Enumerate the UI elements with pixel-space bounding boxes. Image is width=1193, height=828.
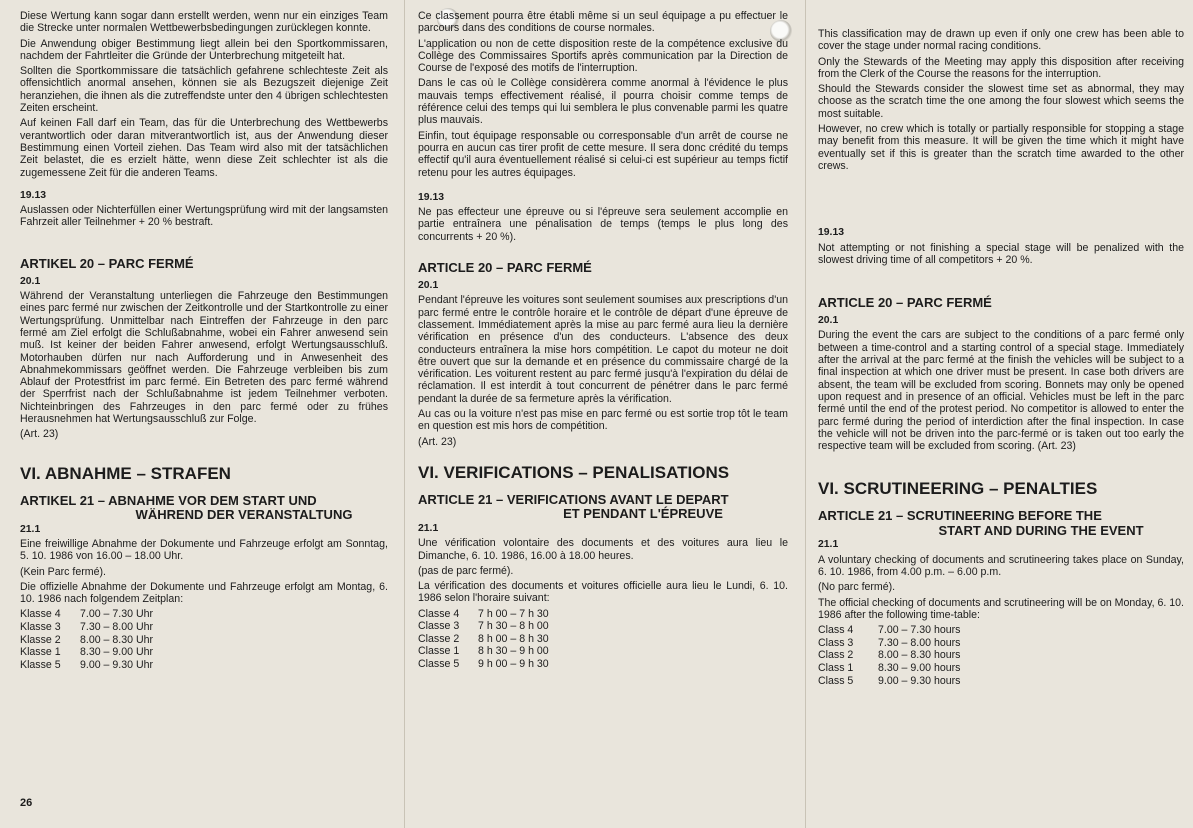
english-column <box>818 10 1184 828</box>
clause-number: 19.13 <box>20 189 47 201</box>
class-label: Class 2 <box>818 649 854 662</box>
time-slot: 8.00 – 8.30 Uhr <box>80 633 154 646</box>
french-column <box>418 10 788 828</box>
class-label: Klasse 1 <box>20 646 61 659</box>
class-label: Class 5 <box>818 674 854 687</box>
paragraph: Ce classement pourra être établi même si un seul équipage a pu effectuer le parcours dans des conditions de course normales. <box>418 10 788 35</box>
class-label: Classe 5 <box>418 658 460 671</box>
schedule-row <box>418 645 788 658</box>
schedule-row <box>818 675 1184 688</box>
paragraph: Une vérification volontaire des documents et des voitures aura lieu le Dimanche, 6. 10. 1986, 16.00 à 18.00 heures. <box>418 537 788 562</box>
paragraph: However, no crew which is totally or partially responsible for stopping a stage may benefit from this measure. It will be given the time which it might have eventually set if this is greater than the scratch time awarded to the other crews. <box>818 123 1184 172</box>
class-label: Class 1 <box>818 661 854 674</box>
article-heading-line: ET PENDANT L'ÉPREUVE <box>563 506 723 522</box>
schedule-row <box>418 633 788 646</box>
article-heading <box>20 494 388 523</box>
class-label: Klasse 4 <box>20 608 61 621</box>
german-column <box>20 10 388 828</box>
clause-number: 21.1 <box>418 522 439 534</box>
time-slot: 9.00 – 9.30 Uhr <box>80 658 154 671</box>
paragraph: A voluntary checking of documents and scrutineering takes place on Sunday, 6. 10. 1986, from 4.00 p.m. – 6.00 p.m. <box>818 553 1184 579</box>
time-slot: 8.30 – 9.00 hours <box>878 661 961 674</box>
time-slot: 7.00 – 7.30 Uhr <box>80 608 154 621</box>
article-heading: ARTIKEL 20 – PARC FERMÉ <box>20 255 194 271</box>
section-heading: VI. VERIFICATIONS – PENALISATIONS <box>418 462 730 482</box>
column-divider <box>805 0 806 828</box>
article-heading <box>418 493 788 522</box>
page-number: 26 <box>20 797 33 809</box>
paragraph: La vérification des documents et voitures officielle aura lieu le Lundi, 6. 10. 1986 selon l'horaire suivant: <box>418 580 788 605</box>
article-heading <box>818 509 1184 538</box>
schedule-row <box>818 662 1184 675</box>
paragraph: Auf keinen Fall darf ein Team, das für die Unterbrechung des Wettbewerbs verantwortlich oder daran mitverantwortlich ist, aus der Anwendung dieser Bestimmung einen Vorteil ziehen. Das Team wird also mit der tatsächlichen Zeit belastet, die es erzielt hätte, wenn diese Zeit schlechter ist als die zugemessene Zeit für die anderen Teams. <box>20 117 388 179</box>
class-label: Klasse 2 <box>20 633 61 646</box>
class-label: Klasse 3 <box>20 620 61 633</box>
schedule-row <box>20 608 388 621</box>
class-label: Class 4 <box>818 624 854 637</box>
article-heading-line: WÄHREND DER VERANSTALTUNG <box>135 507 353 523</box>
schedule-row <box>20 621 388 634</box>
paragraph: Während der Veranstaltung unterliegen die Fahrzeuge den Bestimmungen eines parc fermé nur zwischen der Zeitkontrolle und der Startkontrolle zu einer Wertungsprüfung. Unmittelbar nach Eintreffen der Fahrzeuge in den parc fermé am Ziel erfolgt die Schlußabnahme, wobei ein Fahrer anwesend sein muß. Ist keiner der beiden Fahrer anwesend, erfolgt Wertungsausschluß. Motorhauben dürfen nur nach Aufforderung und in Anwesenheit des Abnahmekommissars geöffnet werden. Die Fahrzeuge verbleiben bis zum Ablauf der Protestfrist im parc fermé. Ein Betreten des parc fermé während der Sperrfrist nach der Schlußabnahme ist jedem Teilnehmer verboten. Nichteinbringen des Fahrzeuges in den parc fermé oder zu frühes Herausnehmen hat Wertungsausschluß zur Folge. <box>20 290 388 426</box>
clause-number: 20.1 <box>20 275 41 287</box>
time-slot: 7.30 – 8.00 Uhr <box>80 620 154 633</box>
paragraph: Dans le cas où le Collège considèrera comme anormal à l'évidence le plus mauvais temps effectivement réalisé, il pourra choisir comme temps de référence celui des temps qui lui semblera le plus convenable parmi les quatre plus mauvais. <box>418 77 788 127</box>
clause-number: 20.1 <box>818 315 839 327</box>
schedule-list <box>20 608 388 671</box>
paragraph: Auslassen oder Nichterfüllen einer Wertungsprüfung wird mit der langsamsten Fahrzeit aller Teilnehmer + 20 % bestraft. <box>20 204 388 229</box>
schedule-list <box>818 624 1184 687</box>
paragraph: The official checking of documents and scrutineering will be on Monday, 6. 10. 1986 after the following time-table: <box>818 596 1184 621</box>
paragraph: Eine freiwillige Abnahme der Dokumente und Fahrzeuge erfolgt am Sonntag, 5. 10. 1986 von 16.00 – 18.00 Uhr. <box>20 537 388 563</box>
article-heading: ARTICLE 20 – PARC FERMÉ <box>418 260 592 276</box>
article-heading-line: START AND DURING THE EVENT <box>938 522 1144 538</box>
time-slot: 8 h 00 – 8 h 30 <box>478 632 549 645</box>
clause-number: 21.1 <box>818 539 839 551</box>
paragraph: This classification may de drawn up even if only one crew has been able to cover the stage under normal racing conditions. <box>818 28 1184 53</box>
schedule-row <box>818 637 1184 650</box>
class-label: Classe 3 <box>418 620 460 633</box>
paragraph: Pendant l'épreuve les voitures sont seulement soumises aux prescriptions d'un parc fermé entre le contrôle horaire et le contrôle de départ d'une épreuve de classement. Immédiatement après la mise au parc fermé aura lieu la dernière vérification en présence d'un des conducteurs. L'absence des deux conducteurs entraînera la mise hors compétition. Le capot du moteur ne doit être ouvert que sur la demande et en présence du commissaire chargé de la vérification. Les voiturent restent au parc fermé jusqu'à l'expiration du délai de réclamation. Il est interdit à tout concurrent de pénétrer dans le parc fermé pendant la durée de sa fermeture après la vérification. <box>418 294 788 405</box>
schedule-list <box>418 608 788 671</box>
class-label: Classe 2 <box>418 632 460 645</box>
clause-number: 21.1 <box>20 523 41 535</box>
time-slot: 7 h 30 – 8 h 00 <box>478 620 549 633</box>
schedule-row <box>20 646 388 659</box>
paragraph: Not attempting or not finishing a special stage will be penalized with the slowest driving time of all competitors + 20 %. <box>818 241 1184 266</box>
class-label: Classe 4 <box>418 607 460 620</box>
paragraph: Die Anwendung obiger Bestimmung liegt allein bei den Sportkommissaren, nachdem der Fahrtleiter die Gründe der Unterbrechung mitgeteilt hat. <box>20 37 388 62</box>
paragraph: (No parc fermé). <box>818 581 896 594</box>
schedule-row <box>818 649 1184 662</box>
clause-number: 20.1 <box>418 280 439 292</box>
time-slot: 7.00 – 7.30 hours <box>878 624 961 637</box>
time-slot: 7 h 00 – 7 h 30 <box>478 607 549 620</box>
time-slot: 9.00 – 9.30 hours <box>878 674 961 687</box>
clause-number: 19.13 <box>418 191 445 203</box>
article-heading-line: ARTIKEL 21 – ABNAHME VOR DEM START UND <box>20 492 317 508</box>
class-label: Klasse 5 <box>20 658 61 671</box>
article-heading-line: ARTICLE 21 – VERIFICATIONS AVANT LE DEPART <box>418 491 729 507</box>
time-slot: 9 h 00 – 9 h 30 <box>478 658 549 671</box>
paragraph: Diese Wertung kann sogar dann erstellt werden, wenn nur ein einziges Team die Strecke unter normalen Wettbewerbsbedingungen zurücklegen konnte. <box>20 10 388 35</box>
clause-number: 19.13 <box>818 227 845 239</box>
time-slot: 8.00 – 8.30 hours <box>878 649 961 662</box>
schedule-row <box>418 608 788 621</box>
schedule-row <box>418 658 788 671</box>
column-divider <box>404 0 405 828</box>
time-slot: 7.30 – 8.00 hours <box>878 636 961 649</box>
time-slot: 8 h 30 – 9 h 00 <box>478 645 549 658</box>
paragraph: Sollten die Sportkommissare die tatsächlich gefahrene schlechteste Zeit als offensichtlich anormal ansehen, können sie als Bezugszeit diejenige Zeit heranziehen, die ihnen als die zutreffendste unter den 4 übrigen schlechtesten Zeiten erscheint. <box>20 65 388 115</box>
paragraph: Should the Stewards consider the slowest time set as abnormal, they may choose as the scratch time the one among the four slowest which seems the most suitable. <box>818 83 1184 120</box>
paragraph: (Kein Parc fermé). <box>20 565 106 578</box>
reference: (Art. 23) <box>418 435 457 448</box>
paragraph: L'application ou non de cette disposition reste de la compétence exclusive du Collège des Commissaires Sportifs après communication par la Direction de Course de l'exposé des motifs de l'interruption. <box>418 37 788 75</box>
reference: (Art. 23) <box>20 428 59 441</box>
paragraph: During the event the cars are subject to the conditions of a parc fermé only between a time-control and a starting control of a special stage. Immediately after the arrival at the parc fermé at the finish the vehicles will be subject to a final inspection at which one driver must be present. In case both drivers are absent, the team will be excluded from scoring. Bonnets may only be opened upon request and in presence of an official. Vehicles must be left in the parc fermé until the end of the protest period. No competitor is allowed to enter the parc fermé during the period of interdiction after the final inspection. In case the vehicle will not be driven into the parc-fermé or is taken out too early the respective team will be excluded from scoring. (Art. 23) <box>818 329 1184 453</box>
paragraph: Einfin, tout équipage responsable ou corresponsable d'un arrêt de course ne pourra en aucun cas tirer profit de cette mesure. Il sera donc crédité du temps effectif qu'il aura éventuellement réalisé si celui-ci est supérieur au temps fictif retenu pour les autres équipages. <box>418 129 788 179</box>
paragraph: Only the Stewards of the Meeting may apply this disposition after receiving from the Clerk of the Course the reasons for the interruption. <box>818 55 1184 80</box>
section-heading: VI. ABNAHME – STRAFEN <box>20 463 231 483</box>
schedule-row <box>418 620 788 633</box>
paragraph: Ne pas effecteur une épreuve ou si l'épreuve sera seulement accomplie en partie entraînera une pénalisation de temps (temps le plus long des concurrents + 20 %). <box>418 206 788 243</box>
time-slot: 8.30 – 9.00 Uhr <box>80 646 154 659</box>
paragraph: (pas de parc fermé). <box>418 564 514 577</box>
article-heading-line: ARTICLE 21 – SCRUTINEERING BEFORE THE <box>818 508 1102 524</box>
schedule-row <box>818 624 1184 637</box>
paragraph: Au cas ou la voiture n'est pas mise en parc fermé ou est sortie trop tôt le team en question est mis hors de compétition. <box>418 408 788 433</box>
schedule-row <box>20 659 388 672</box>
article-heading: ARTICLE 20 – PARC FERMÉ <box>818 295 992 311</box>
schedule-row <box>20 634 388 647</box>
section-heading: VI. SCRUTINEERING – PENALTIES <box>818 479 1098 499</box>
paragraph: Die offizielle Abnahme der Dokumente und Fahrzeuge erfolgt am Montag, 6. 10. 1986 nach folgendem Zeitplan: <box>20 580 388 606</box>
class-label: Classe 1 <box>418 645 460 658</box>
class-label: Class 3 <box>818 636 854 649</box>
